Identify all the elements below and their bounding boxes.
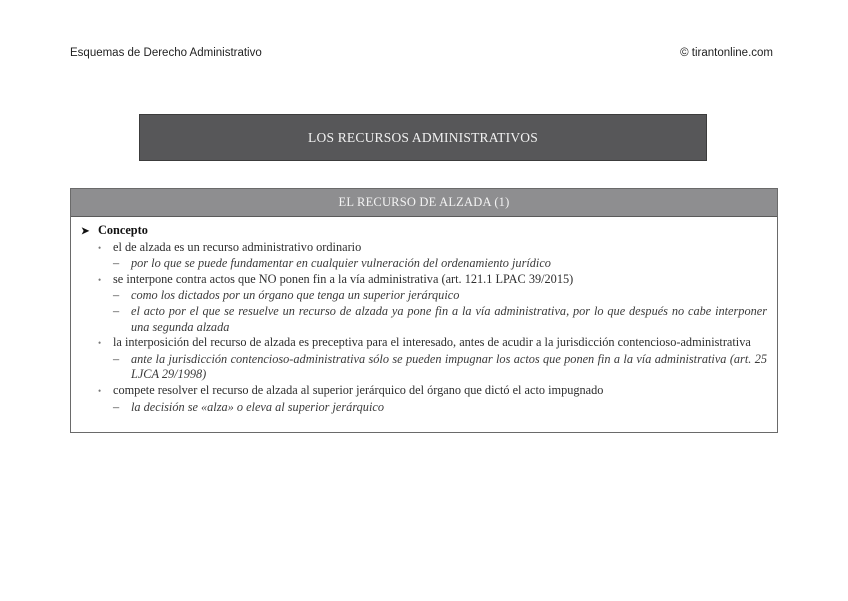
- page-header-right: © tirantonline.com: [680, 47, 773, 59]
- sub-list-item-text: por lo que se puede fundamentar en cualquier vulneración del ordenamiento jurídico: [131, 256, 551, 271]
- sub-list-item: [81, 352, 767, 383]
- bullet-icon: •: [98, 242, 102, 253]
- sub-list-item-text: como los dictados por un órgano que tenga un superior jerárquico: [131, 288, 460, 303]
- bullet-icon: •: [98, 338, 102, 349]
- list-item: [81, 383, 767, 400]
- bullet-icon: •: [98, 385, 102, 396]
- topic-row: [81, 223, 767, 240]
- list-item-text: la interposición del recurso de alzada es preceptiva para el interesado, antes de acudir a la jurisdicción contencioso-administrativa: [113, 335, 751, 350]
- chapter-title: LOS RECURSOS ADMINISTRATIVOS: [308, 129, 538, 145]
- bullet-icon: •: [98, 274, 102, 285]
- list-item: [81, 272, 767, 289]
- sub-list-item: [81, 400, 767, 416]
- dash-icon: –: [113, 288, 120, 303]
- sub-list-item-text: la decisión se «alza» o eleva al superior jerárquico: [131, 399, 384, 414]
- dash-icon: –: [113, 399, 120, 414]
- sub-list-item-text: el acto por el que se resuelve un recurso de alzada ya pone fin a la vía administrativa, por lo que después no cabe interponer una segunda alzada: [131, 303, 767, 334]
- sub-list-item: [81, 288, 767, 304]
- sub-list-item: [81, 256, 767, 272]
- page-header-left: Esquemas de Derecho Administrativo: [70, 47, 262, 59]
- section-heading: EL RECURSO DE ALZADA (1): [338, 195, 510, 209]
- section-heading-bar: [71, 189, 777, 217]
- list-item: [81, 240, 767, 257]
- list-item-text: se interpone contra actos que NO ponen fin a la vía administrativa (art. 121.1 LPAC 39/2015): [113, 271, 574, 286]
- section-body: [71, 217, 777, 415]
- dash-icon: –: [113, 256, 120, 271]
- topic-label: Concepto: [98, 223, 148, 237]
- dash-icon: –: [113, 303, 120, 318]
- list-item-text: compete resolver el recurso de alzada al superior jerárquico del órgano que dictó el acto impugnado: [113, 382, 604, 397]
- list-item: [81, 335, 767, 352]
- sub-list-item-text: ante la jurisdicción contencioso-administrativa sólo se pueden impugnar los actos que ponen fin a la vía administrativa (art. 25 LJCA 29/1998): [131, 351, 767, 382]
- content-box: [70, 188, 778, 433]
- dash-icon: –: [113, 351, 120, 366]
- list-item-text: el de alzada es un recurso administrativo ordinario: [113, 239, 362, 254]
- chapter-title-banner: [139, 114, 707, 161]
- sub-list-item: [81, 304, 767, 335]
- arrowhead-right-icon: ➤: [81, 226, 90, 237]
